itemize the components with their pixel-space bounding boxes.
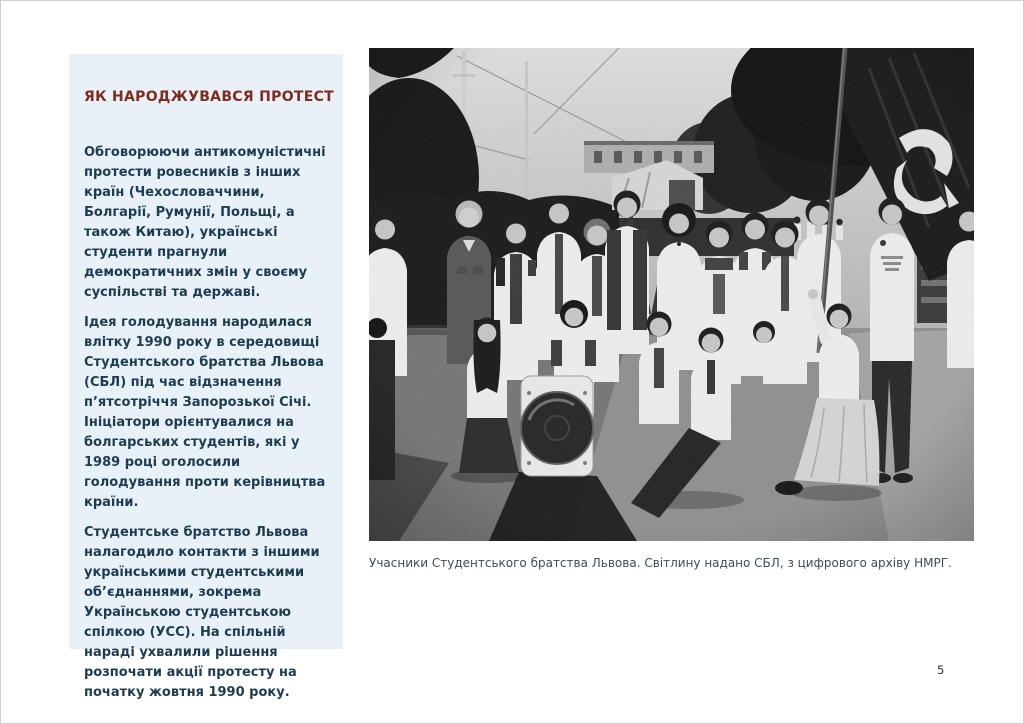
group-photo xyxy=(369,48,974,541)
section-heading: ЯК НАРОДЖУВАВСЯ ПРОТЕСТ xyxy=(84,89,335,105)
photo-figure xyxy=(369,48,974,572)
paragraph-1: Обговорюючи антикомуністичні протести ровесників з інших країн (Чехословаччини, Болгарії, Румунії, Польщі, а також Китаю), українські студенти прагнули демократичних змін у своєму суспільстві та державі. xyxy=(84,144,326,300)
page-number: 5 xyxy=(937,663,945,677)
photo-illustration xyxy=(369,48,974,541)
paragraph-3: Студентське братство Львова налагодило контакти з іншими українськими студентськими об’єднаннями, зокрема Українською студентською спілкою (УСС). На спільній нараді ухвалили рішення розпочати акції протесту на початку жовтня 1990 року. xyxy=(84,525,320,701)
text-panel xyxy=(69,54,343,701)
photo-caption: Учасники Студентського братства Львова. Світлину надано СБЛ, з цифрового архіву НМРГ. xyxy=(369,556,952,570)
paragraph-2: Ідея голодування народилася влітку 1990 року в середовищі Студентського братства Львова (СБЛ) під час відзначення п’ятсотріччя Запорозької Січі. Ініціатори орієнтувалися на болгарських студентів, які у 1989 році оголосили голодування проти керівництва країни. xyxy=(84,314,326,511)
vignette xyxy=(369,48,974,541)
